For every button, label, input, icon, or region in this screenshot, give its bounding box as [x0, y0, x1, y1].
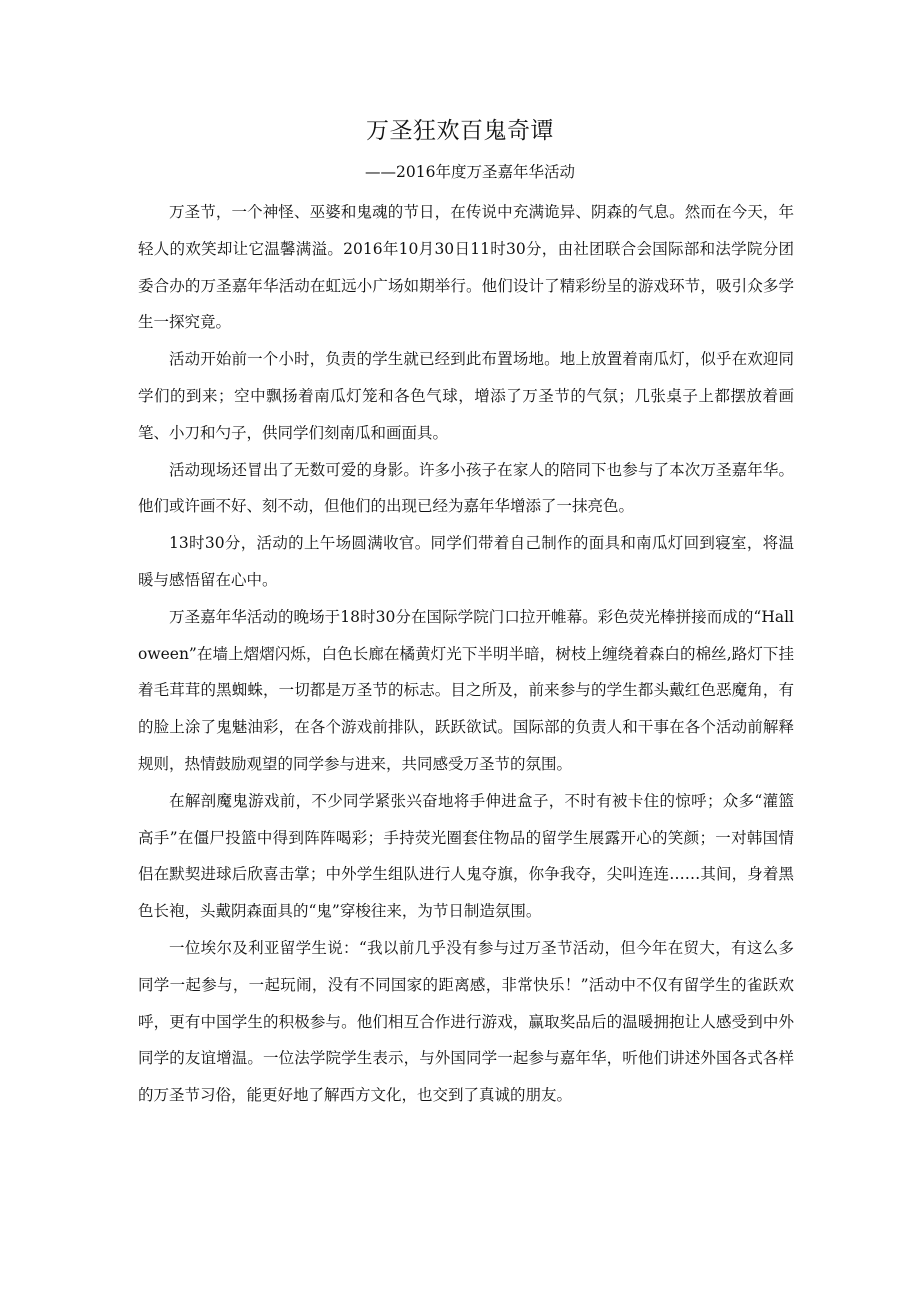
- article-body: [138, 194, 794, 1114]
- paragraph-5: 万圣嘉年华活动的晚场于18时30分在国际学院门口拉开帷幕。彩色荧光棒拼接而成的“Halloween”在墙上熠熠闪烁，白色长廊在橘黄灯光下半明半暗，树枝上缠绕着森白的棉丝,路灯下挂着毛茸茸的黑蜘蛛，一切都是万圣节的标志。目之所及，前来参与的学生都头戴红色恶魔角，有的脸上涂了鬼魅油彩，在各个游戏前排队，跃跃欲试。国际部的负责人和干事在各个活动前解释规则，热情鼓励观望的同学参与进来，共同感受万圣节的氛围。: [138, 607, 794, 773]
- paragraph-6: 在解剖魔鬼游戏前，不少同学紧张兴奋地将手伸进盒子，不时有被卡住的惊呼；众多“灌篮高手”在僵尸投篮中得到阵阵喝彩；手持荧光圈套住物品的留学生展露开心的笑颜；一对韩国情侣在默契进球后欣喜击掌；中外学生组队进行人鬼夺旗，你争我夺，尖叫连连……其间，身着黑色长袍，头戴阴森面具的“鬼”穿梭往来，为节日制造氛围。: [138, 791, 794, 921]
- paragraph-3: 活动现场还冒出了无数可爱的身影。许多小孩子在家人的陪同下也参与了本次万圣嘉年华。他们或许画不好、刻不动，但他们的出现已经为嘉年华增添了一抹亮色。: [138, 460, 794, 516]
- article-subtitle: ——2016年度万圣嘉年华活动: [365, 163, 575, 181]
- paragraph-2: 活动开始前一个小时，负责的学生就已经到此布置场地。地上放置着南瓜灯，似乎在欢迎同学们的到来；空中飘扬着南瓜灯笼和各色气球，增添了万圣节的气氛；几张桌子上都摆放着画笔、小刀和勺子，供同学们刻南瓜和画面具。: [138, 350, 794, 442]
- paragraph-1: 万圣节，一个神怪、巫婆和鬼魂的节日，在传说中充满诡异、阴森的气息。然而在今天，年轻人的欢笑却让它温馨满溢。2016年10月30日11时30分，由社团联合会国际部和法学院分团委合办的万圣嘉年华活动在虹远小广场如期举行。他们设计了精彩纷呈的游戏环节，吸引众多学生一探究竟。: [138, 203, 794, 332]
- paragraph-7: 一位埃尔及利亚留学生说：“我以前几乎没有参与过万圣节活动，但今年在贸大，有这么多同学一起参与，一起玩闹，没有不同国家的距离感，非常快乐！”活动中不仅有留学生的雀跃欢呼，更有中国学生的积极参与。他们相互合作进行游戏，赢取奖品后的温暖拥抱让人感受到中外同学的友谊增温。一位法学院学生表示，与外国同学一起参与嘉年华，听他们讲述外国各式各样的万圣节习俗，能更好地了解西方文化，也交到了真诚的朋友。: [138, 938, 794, 1105]
- article-title: 万圣狂欢百鬼奇谭: [366, 118, 554, 144]
- paragraph-4: 13时30分，活动的上午场圆满收官。同学们带着自己制作的面具和南瓜灯回到寝室，将温暖与感悟留在心中。: [138, 534, 794, 589]
